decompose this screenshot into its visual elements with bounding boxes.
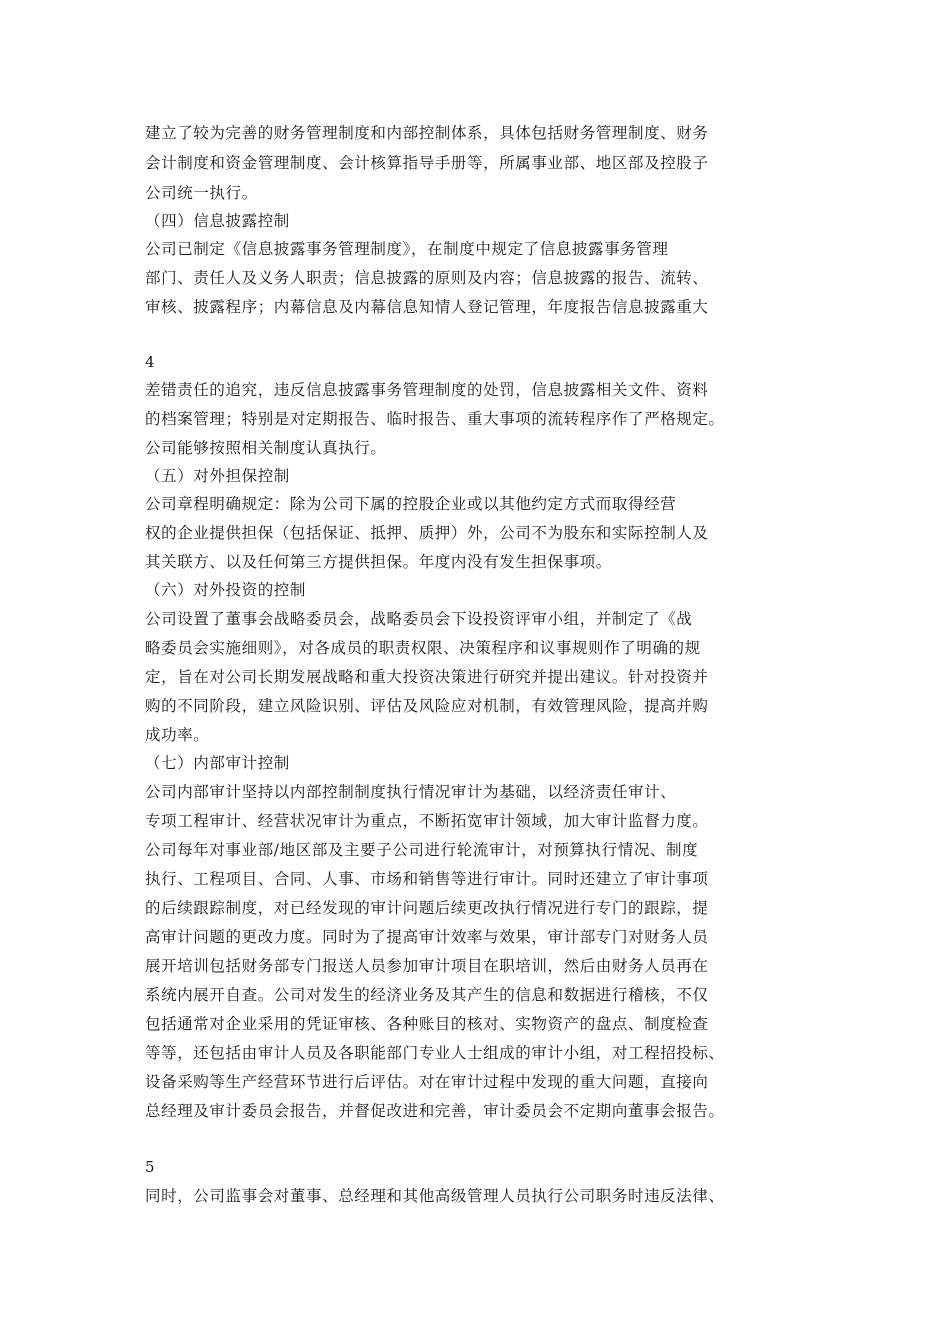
paragraph-line: 其关联方、以及任何第三方提供担保。年度内没有发生担保事项。: [145, 553, 612, 571]
paragraph-line: 高审计问题的更改力度。同时为了提高审计效率与效果，审计部专门对财务人员: [145, 928, 709, 946]
paragraph-line: 公司能够按照相关制度认真执行。: [145, 439, 387, 457]
page-number: 4: [145, 353, 155, 371]
section-heading: （七）内部审计控制: [145, 754, 290, 772]
paragraph-line: 部门、责任人及义务人职责；信息披露的原则及内容；信息披露的报告、流转、: [145, 269, 709, 287]
paragraph-line: 公司已制定《信息披露事务管理制度》，在制度中规定了信息披露事务管理: [145, 240, 669, 258]
page-number: 5: [145, 1158, 155, 1176]
paragraph-line: 设备采购等生产经营环节进行后评估。对在审计过程中发现的重大问题，直接向: [145, 1073, 709, 1091]
paragraph-line: 公司每年对事业部/地区部及主要子公司进行轮流审计，对预算执行情况、制度: [145, 841, 699, 859]
paragraph-line: 购的不同阶段，建立风险识别、评估及风险应对机制，有效管理风险，提高并购: [145, 697, 709, 715]
paragraph-line: 公司章程明确规定：除为公司下属的控股企业或以其他约定方式而取得经营: [145, 495, 677, 513]
paragraph-line: 总经理及审计委员会报告，并督促改进和完善，审计委员会不定期向董事会报告。: [145, 1102, 725, 1120]
paragraph-line: 公司统一执行。: [145, 184, 258, 202]
paragraph-line: 建立了较为完善的财务管理制度和内部控制体系，具体包括财务管理制度、财务: [145, 124, 709, 142]
section-heading: （六）对外投资的控制: [145, 581, 307, 599]
paragraph-line: 会计制度和资金管理制度、会计核算指导手册等，所属事业部、地区部及控股子: [145, 154, 709, 172]
paragraph-line: 等等，还包括由审计人员及各职能部门专业人士组成的审计小组，对工程招投标、: [145, 1044, 725, 1062]
paragraph-line: 展开培训包括财务部专门报送人员参加审计项目在职培训，然后由财务人员再在: [145, 957, 709, 975]
paragraph-line: 成功率。: [145, 726, 210, 744]
paragraph-line: 审核、披露程序；内幕信息及内幕信息知情人登记管理，年度报告信息披露重大: [145, 298, 709, 316]
paragraph-line: 权的企业提供担保（包括保证、抵押、质押）外，公司不为股东和实际控制人及: [145, 524, 709, 542]
section-heading: （四）信息披露控制: [145, 212, 290, 230]
section-heading: （五）对外担保控制: [145, 467, 290, 485]
paragraph-line: 同时，公司监事会对董事、总经理和其他高级管理人员执行公司职务时违反法律、: [145, 1187, 725, 1205]
paragraph-line: 系统内展开自查。公司对发生的经济业务及其产生的信息和数据进行稽核，不仅: [145, 986, 709, 1004]
paragraph-line: 略委员会实施细则》，对各成员的职责权限、决策程序和议事规则作了明确的规: [145, 639, 701, 657]
paragraph-line: 专项工程审计、经营状况审计为重点，不断拓宽审计领域，加大审计监督力度。: [145, 812, 709, 830]
paragraph-line: 公司内部审计坚持以内部控制制度执行情况审计为基础，以经济责任审计、: [145, 783, 677, 801]
paragraph-line: 执行、工程项目、合同、人事、市场和销售等进行审计。同时还建立了审计事项: [145, 870, 709, 888]
paragraph-line: 差错责任的追究，违反信息披露事务管理制度的处罚，信息披露相关文件、资料: [145, 381, 709, 399]
paragraph-line: 包括通常对企业采用的凭证审核、各种账目的核对、实物资产的盘点、制度检查: [145, 1015, 709, 1033]
paragraph-line: 公司设置了董事会战略委员会，战略委员会下设投资评审小组，并制定了《战: [145, 610, 693, 628]
paragraph-line: 的后续跟踪制度，对已经发现的审计问题后续更改执行情况进行专门的跟踪，提: [145, 899, 709, 917]
paragraph-line: 定，旨在对公司长期发展战略和重大投资决策进行研究并提出建议。针对投资并: [145, 668, 709, 686]
paragraph-line: 的档案管理；特别是对定期报告、临时报告、重大事项的流转程序作了严格规定。: [145, 410, 725, 428]
